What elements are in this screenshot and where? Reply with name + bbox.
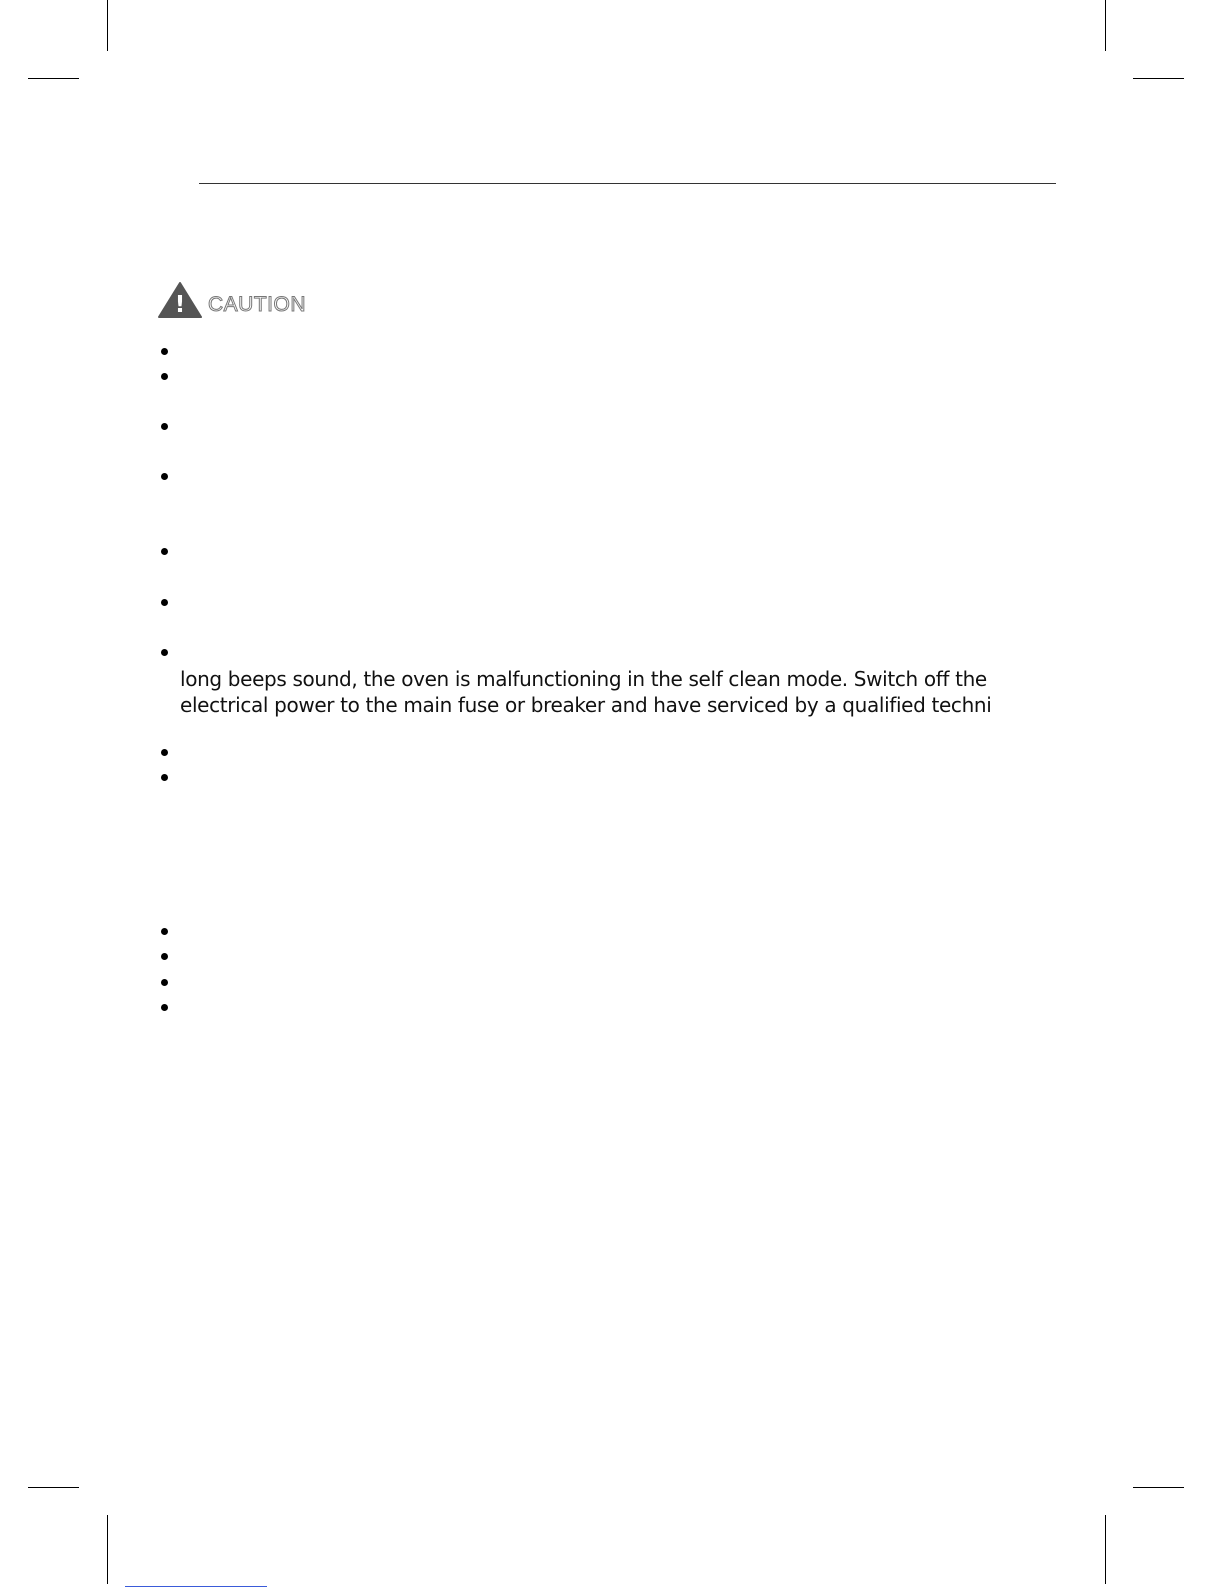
- crop-mark-bottom-right-horizontal: [1133, 1487, 1184, 1488]
- list-bullet: [161, 774, 168, 781]
- list-bullet: [161, 548, 168, 555]
- svg-text:!: !: [174, 292, 186, 318]
- caution-item-text-line: long beeps sound, the oven is malfunctioning in the self clean mode. Switch off the: [180, 667, 987, 691]
- crop-mark-top-left-horizontal: [28, 78, 79, 79]
- list-bullet: [161, 423, 168, 430]
- list-bullet: [161, 473, 168, 480]
- list-bullet: [161, 649, 168, 656]
- list-bullet: [161, 348, 168, 355]
- list-bullet: [161, 749, 168, 756]
- crop-mark-top-left-vertical: [107, 0, 108, 51]
- warning-triangle-icon: [158, 281, 202, 319]
- crop-mark-bottom-left-vertical: [107, 1515, 108, 1584]
- crop-mark-top-right-horizontal: [1133, 78, 1184, 79]
- list-bullet: [161, 953, 168, 960]
- list-bullet: [161, 979, 168, 986]
- header-rule: [199, 183, 1056, 184]
- caution-item-text-line: electrical power to the main fuse or breaker and have serviced by a qualified techni: [180, 693, 992, 717]
- crop-mark-bottom-left-horizontal: [28, 1487, 79, 1488]
- crop-mark-top-right-vertical: [1105, 0, 1106, 51]
- list-bullet: [161, 928, 168, 935]
- list-bullet: [161, 373, 168, 380]
- list-bullet: [161, 1004, 168, 1011]
- list-bullet: [161, 599, 168, 606]
- crop-mark-bottom-right-vertical: [1105, 1515, 1106, 1584]
- caution-label: CAUTION: [208, 293, 306, 316]
